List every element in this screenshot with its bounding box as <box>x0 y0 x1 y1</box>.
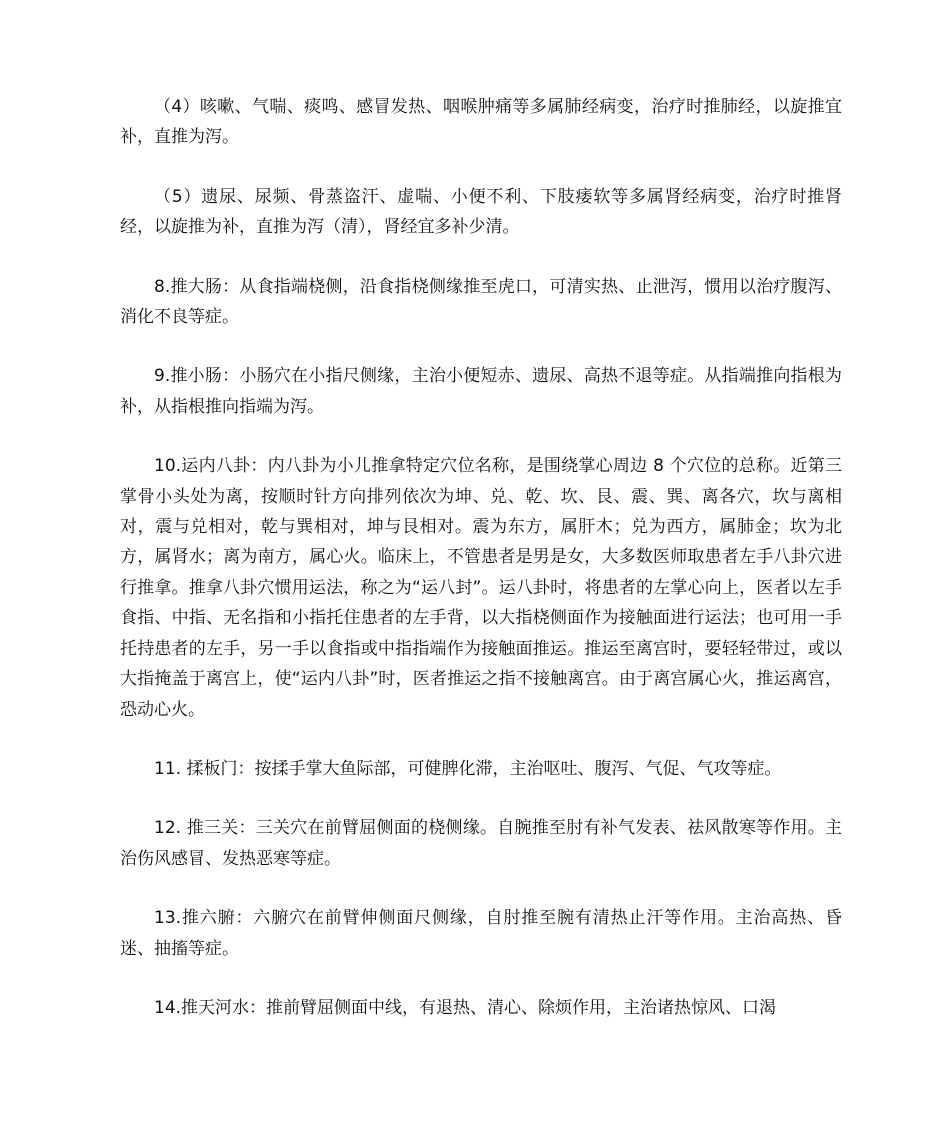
paragraph-san-guan: 12. 推三关：三关穴在前臂屈侧面的桡侧缘。自腕推至肘有补气发表、祛风散寒等作用。主治伤风感冒、发热恶寒等症。 <box>120 818 842 869</box>
paragraph-inner-bagua: 10.运内八卦：内八卦为小儿推拿特定穴位名称，是围绕掌心周边 8 个穴位的总称。近第三掌骨小头处为离，按顺时针方向排列依次为坤、兑、乾、坎、艮、震、巽、离各穴，坎与离相对，震与兑相对，乾与巽相对，坤与艮相对。震为东方，属肝木；兑为西方，属肺金；坎为北方，属肾水；离为南方，属心火。临床上，不管患者是男是女，大多数医师取患者左手八卦穴进行推拿。推拿八卦穴惯用运法，称之为“运八封”。运八卦时，将患者的左掌心向上，医者以左手食指、中指、无名指和小指托住患者的左手背，以大指桡侧面作为接触面进行运法；也可用一手托持患者的左手，另一手以食指或中指指端作为接触面推运。推运至离宫时，要轻轻带过，或以大指掩盖于离宫上，使“运内八卦”时，医者推运之指不接触离宫。由于离宫属心火，推运离宫，恐动心火。 <box>120 456 842 720</box>
paragraph-lung-meridian: （4）咳嗽、气喘、痰鸣、感冒发热、咽喉肿痛等多属肺经病变，治疗时推肺经，以旋推宜补，直推为泻。 <box>120 97 842 148</box>
paragraph-liu-fu: 13.推六腑：六腑穴在前臂伸侧面尺侧缘，自肘推至腕有清热止汗等作用。主治高热、昏迷、抽搐等症。 <box>120 908 842 959</box>
paragraph-ban-men: 11. 揉板门：按揉手掌大鱼际部，可健脾化滞，主治呕吐、腹泻、气促、气攻等症。 <box>154 758 782 779</box>
paragraph-large-intestine: 8.推大肠：从食指端桡侧，沿食指桡侧缘推至虎口，可清实热、止泄泻，惯用以治疗腹泻、消化不良等症。 <box>120 276 842 328</box>
paragraph-small-intestine: 9.推小肠：小肠穴在小指尺侧缘，主治小便短赤、遗尿、高热不退等症。从指端推向指根为补，从指根推向指端为泻。 <box>120 366 842 417</box>
paragraph-kidney-meridian: （5）遗尿、尿频、骨蒸盗汗、虚喘、小便不利、下肢痿软等多属肾经病变，治疗时推肾经，以旋推为补，直推为泻（清），肾经宜多补少清。 <box>120 186 842 238</box>
document-body <box>120 92 842 1023</box>
paragraph-tian-he-shui: 14.推天河水：推前臂屈侧面中线，有退热、清心、除烦作用，主治诸热惊风、口渴 <box>154 997 777 1018</box>
